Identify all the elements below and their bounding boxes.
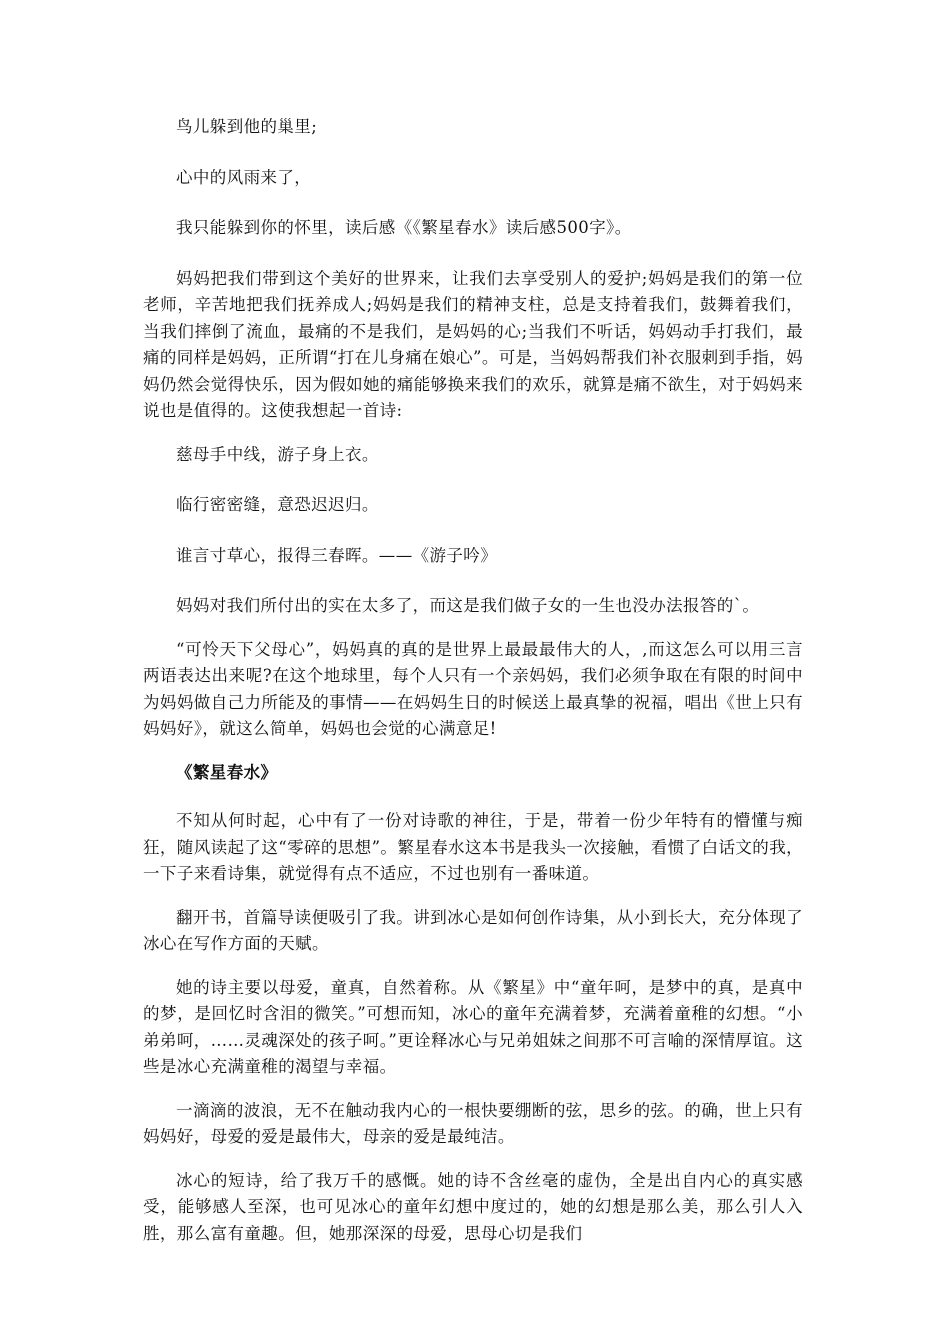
body-paragraph: 一滴滴的波浪，无不在触动我内心的一根快要绷断的弦，思乡的弦。的确，世上只有妈妈好，母爱的爱是最伟大，母亲的爱是最纯洁。 <box>143 1100 803 1146</box>
body-paragraph: “可怜天下父母心”，妈妈真的真的是世界上最最最伟大的人，,而这怎么可以用三言两语表达出来呢?在这个地球里，每个人只有一个亲妈妈，我们必须争取在有限的时间中为妈妈做自己力所能及的事情——在妈妈生日的时候送上最真挚的祝福，唱出《世上只有妈妈好》，就这么简单，妈妈也会觉的心满意足! <box>143 639 803 738</box>
poem-line: 心中的风雨来了， <box>176 167 312 187</box>
poem-line: 慈母手中线，游子身上衣。 <box>176 444 379 464</box>
poem-line: 谁言寸草心，报得三春晖。——《游子吟》 <box>176 545 498 565</box>
poem-line: 我只能躲到你的怀里，读后感《《繁星春水》读后感500字》。 <box>176 218 632 237</box>
body-paragraph: 冰心的短诗，给了我万千的感慨。她的诗不含丝毫的虚伪，全是出自内心的真实感受，能够感人至深，也可见冰心的童年幻想中度过的，她的幻想是那么美，那么引人入胜，那么富有童趣。但，她那深深的母爱，思母心切是我们 <box>143 1170 803 1243</box>
body-paragraph: 妈妈对我们所付出的实在太多了，而这是我们做子女的一生也没办法报答的`。 <box>176 596 760 615</box>
poem-line: 鸟儿躲到他的巢里; <box>176 117 318 136</box>
poem-line: 临行密密缝，意恐迟迟归。 <box>176 495 379 514</box>
body-paragraph: 妈妈把我们带到这个美好的世界来，让我们去享受别人的爱护;妈妈是我们的第一位老师，辛苦地把我们抚养成人;妈妈是我们的精神支柱，总是支持着我们，鼓舞着我们，当我们摔倒了流血，最痛的不是我们，是妈妈的心;当我们不听话，妈妈动手打我们，最痛的同样是妈妈，正所谓“打在儿身痛在娘心”。可是，当妈妈帮我们补衣服刺到手指，妈妈仍然会觉得快乐，因为假如她的痛能够换来我们的欢乐，就算是痛不欲生，对于妈妈来说也是值得的。这使我想起一首诗: <box>143 268 803 420</box>
section-heading: 《繁星春水》 <box>176 762 278 782</box>
document-body <box>143 114 803 1264</box>
body-paragraph: 她的诗主要以母爱，童真，自然着称。从《繁星》中“童年呵，是梦中的真，是真中的梦，是回忆时含泪的微笑。”可想而知，冰心的童年充满着梦，充满着童稚的幻想。“小弟弟呵，……灵魂深处的孩子呵。”更诠释冰心与兄弟姐妹之间那不可言喻的深情厚谊。这些是冰心充满童稚的渴望与幸福。 <box>143 977 803 1076</box>
body-paragraph: 翻开书，首篇导读便吸引了我。讲到冰心是如何创作诗集，从小到长大，充分体现了冰心在写作方面的天赋。 <box>143 907 803 953</box>
body-paragraph: 不知从何时起，心中有了一份对诗歌的神往，于是，带着一份少年特有的懵懂与痴狂，随风读起了这“零碎的思想”。繁星春水这本书是我头一次接触，看惯了白话文的我，一下子来看诗集，就觉得有点不适应，不过也别有一番味道。 <box>143 811 803 883</box>
